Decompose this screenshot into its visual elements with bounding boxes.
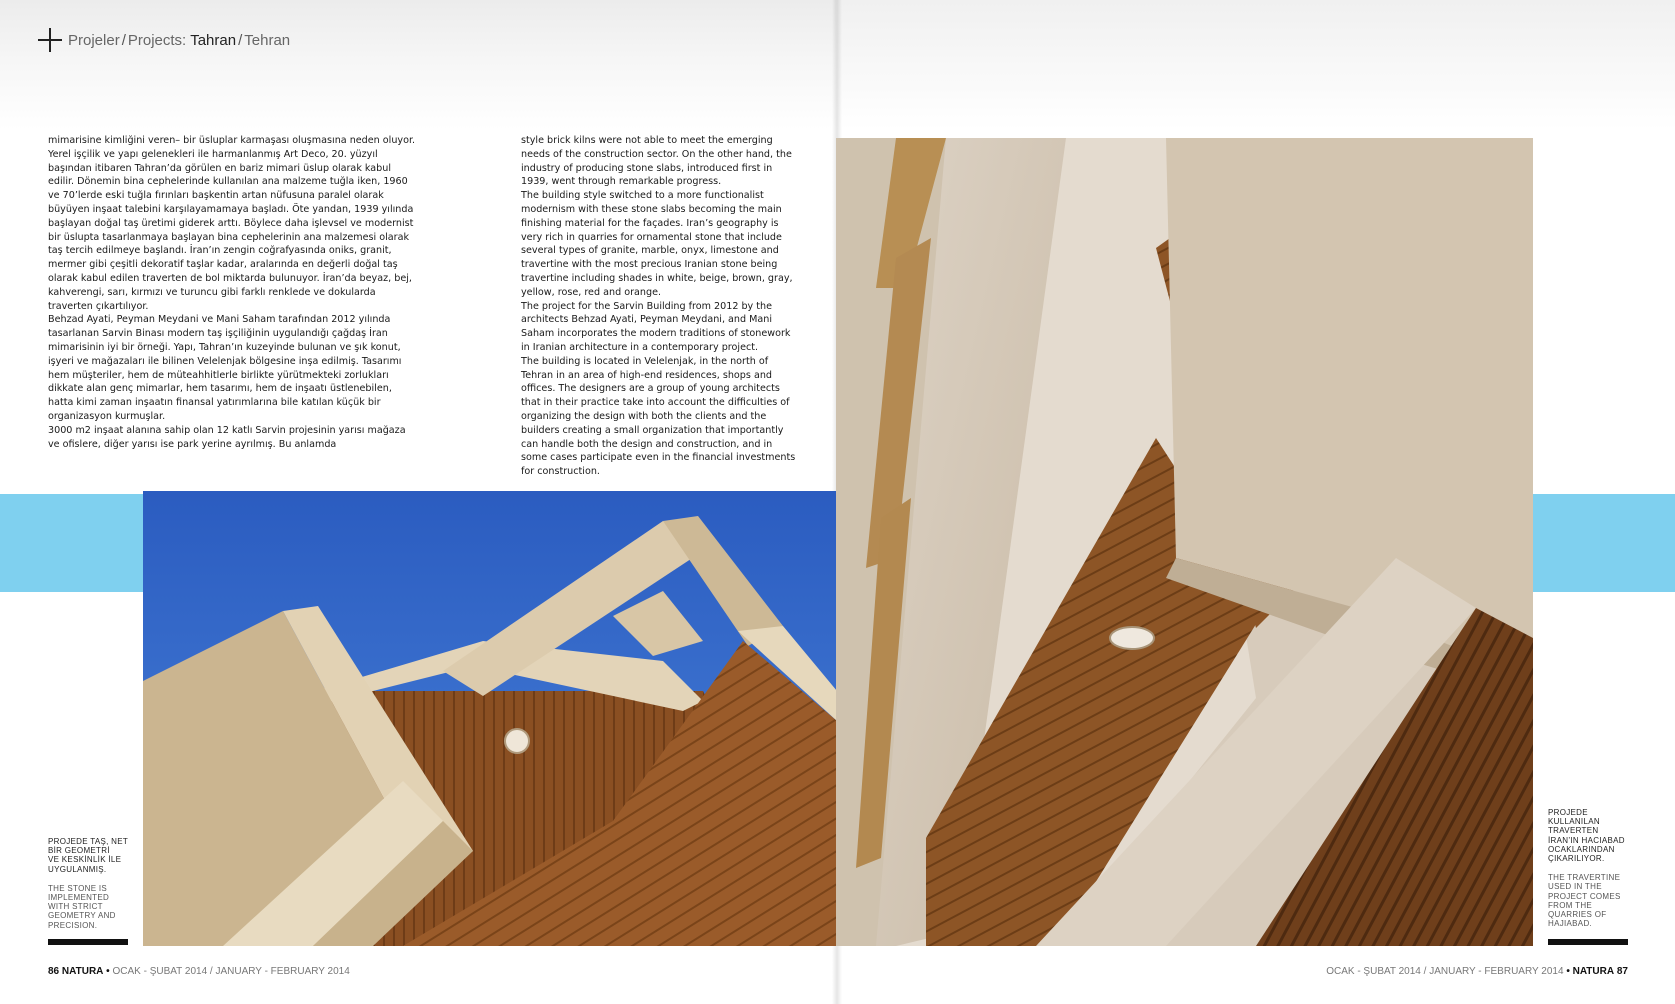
city-label-en: Tehran (244, 31, 291, 49)
section-header (38, 28, 290, 52)
caption-rule-left (48, 939, 128, 945)
magazine-name: NATURA (1572, 966, 1615, 977)
magazine-name: NATURA (61, 966, 104, 977)
page-number: 86 (48, 966, 60, 977)
folio-left (48, 966, 350, 977)
section-label-tr: Projeler (68, 31, 120, 49)
caption-turkish: PROJEDE KULLANILAN TRAVERTEN İRAN’IN HACIABAD OCAKLARINDAN ÇIKARILIYOR. (1548, 808, 1625, 864)
photo-building-sky (143, 491, 837, 946)
accent-band-left (0, 494, 144, 592)
plus-icon (38, 28, 62, 52)
body-text-english: style brick kilns were not able to meet the emerging needs of the construction sector. On the other hand, the industry of producing stone slabs, introduced first in 1939, went through remarkable progress. The building style switched to a more functionalist modernism with these stone slabs becoming the main finishing material for the façades. Iran’s geography is very rich in quarries for ornamental stone that include several types of granite, marble, onyx, limestone and travertine with the most precious Iranian stone being travertine including shades in white, beige, brown, gray, yellow, rose, red and orange. The project for the Sarvin Building from 2012 by the architects Behzad Ayati, Peyman Meydani, and Mani Saham incorporates the modern traditions of stonework in Iranian architecture in a contemporary project. The building is located in Velelenjak, in the north of Tehran in an area of high-end residences, shops and offices. The designers are a group of young architects that in their practice take into account the difficulties of organizing the design with both the clients and the builders creating a small organization that importantly can handle both the design and construction, and in some cases participate even in the financial investments for construction. (521, 135, 796, 478)
folio-right (1326, 966, 1628, 977)
city-label-tr: Tahran (190, 31, 237, 49)
issue-date: OCAK - ŞUBAT 2014 / JANUARY - FEBRUARY 2014 (1326, 966, 1564, 977)
header-separator: / (121, 31, 126, 49)
folio-bullet: • (106, 966, 110, 977)
caption-rule-right (1548, 939, 1628, 945)
body-text-turkish: mimarisine kimliğini veren– bir üsluplar karmaşası oluşmasına neden oluyor. Yerel işçilik ve yapı gelenekleri ile harmanlanmış Art Deco, 20. yüzyıl başından itibaren Tahran’da görülen en bariz mimari üslup olarak kabul edilir. Dönemin bina cephelerinde kullanılan ana malzeme tuğla iken, 1960 ve 70’lerde eski tuğla fırınları başkentin artan nüfusuna paralel olarak büyüyen inşaat talebini karşılayamamaya başladı. Öte yandan, 1939 yılında başlayan doğal taş üretimi giderek arttı. Böylece daha işlevsel ve modernist bir üslupta tasarlanmaya başlayan bina cephelerinin ana malzemesi olarak taş tercih edilmeye başlandı. İran’ın zengin coğrafyasında oniks, granit, mermer gibi çeşitli dekoratif taşlar kadar, aralarında en değerli doğal taş olarak kabul edilen traverten de bol miktarda bulunuyor. İran’da beyaz, bej, kahverengi, sarı, kırmızı ve turuncu gibi farklı renklede ve dokularda traverten çıkartılıyor. Behzad Ayati, Peyman Meydani ve Mani Saham tarafından 2012 yılında tasarlanan Sarvin Binası modern taş işçiliğinin uygulandığı çağdaş İran mimarisinin iyi bir örneği. Yapı, Tahran’ın kuzeyinde bulunan ve şık konut, işyeri ve mağazaları ile bilinen Velelenjak bölgesine inşa edilmiş. Tasarımı hem müşteriler, hem de müteahhitlerle birlikte yürütmekteki zorlukları dikkate alan genç mimarlar, hem tasarımı, hem de inşaatı üstlenebilen, hatta kimi zaman inşaatın finansal yatırımlarına bile katılan küçük bir organizasyon kurmuşlar. 3000 m2 inşaat alanına sahip olan 12 katlı Sarvin projesinin yarısı mağaza ve ofislere, diğer yarısı ise park yerine ayrılmış. Bu anlamda (48, 135, 416, 450)
accent-band-right (1532, 494, 1675, 592)
folio-bullet: • (1566, 966, 1570, 977)
section-label-en: Projects: (127, 31, 187, 49)
caption-english: THE TRAVERTINE USED IN THE PROJECT COMES FROM THE QUARRIES OF HAJIABAD. (1548, 873, 1621, 929)
photo-caption-right (1548, 808, 1630, 928)
issue-date: OCAK - ŞUBAT 2014 / JANUARY - FEBRUARY 2014 (112, 966, 350, 977)
page-number: 87 (1616, 966, 1628, 977)
caption-turkish: PROJEDE TAŞ, NET BİR GEOMETRİ VE KESKİNLİK İLE UYGULANMIŞ. (48, 837, 129, 874)
header-separator: / (238, 31, 243, 49)
photo-facade-detail (836, 138, 1533, 946)
caption-english: THE STONE IS IMPLEMENTED WITH STRICT GEOMETRY AND PRECISION. (48, 883, 116, 930)
photo-caption-left (48, 837, 134, 930)
